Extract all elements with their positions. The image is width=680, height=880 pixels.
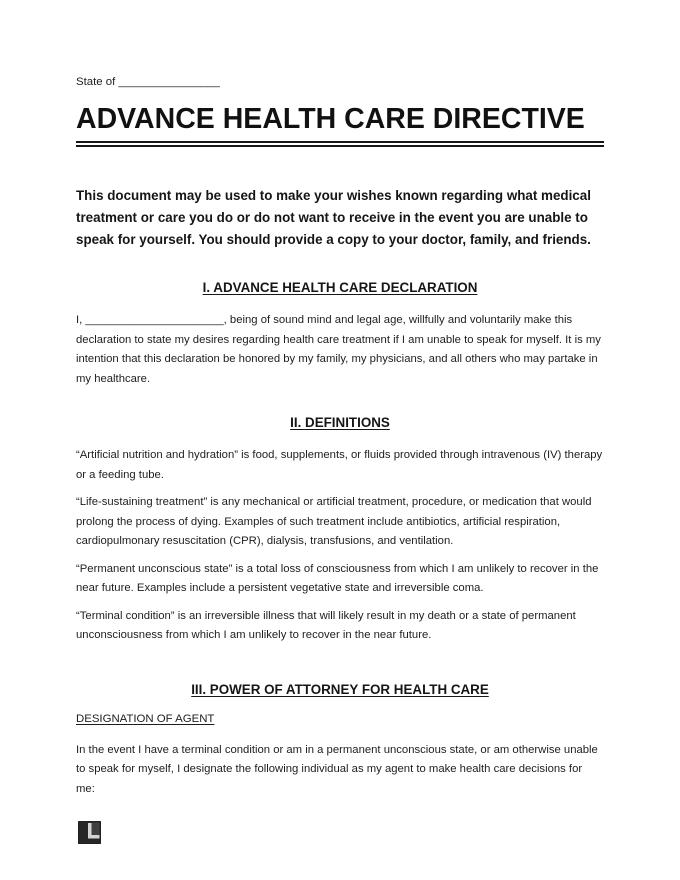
designation-of-agent-subheading: DESIGNATION OF AGENT bbox=[76, 712, 215, 725]
definition-permanent-unconscious-state: “Permanent unconscious state” is a total loss of consciousness from which I am unlikely to recover in the near future. Examples include a persistent vegetative state and irreversible coma. bbox=[76, 562, 599, 594]
section-2-heading: II. DEFINITIONS bbox=[290, 415, 390, 430]
agent-designation-paragraph: In the event I have a terminal condition or am in a permanent unconscious state, or am otherwise unable to speak for myself, I designate the following individual as my agent to make health care decisions for me: bbox=[76, 743, 598, 795]
section-3-heading: III. POWER OF ATTORNEY FOR HEALTH CARE bbox=[191, 681, 489, 697]
legal-templates-logo-icon bbox=[78, 821, 101, 844]
definition-terminal-condition: “Terminal condition” is an irreversible illness that will likely result in my death or a state of permanent unconsciousness from which I am unlikely to recover in the near future. bbox=[76, 609, 576, 641]
intro-paragraph: This document may be used to make your wishes known regarding what medical treatment or care you do or do not want to receive in the event you are unable to speak for yourself. You should provide a copy to your doctor, family, and friends. bbox=[76, 188, 591, 247]
state-of-line: State of ________________ bbox=[76, 76, 220, 88]
definition-life-sustaining-treatment: “Life-sustaining treatment” is any mechanical or artificial treatment, procedure, or medication that would prolong the process of dying. Examples of such treatment include antibiotics, artificial respiration, cardiopulmonary resuscitation (CPR), dialysis, transfusions, and ventilation. bbox=[76, 496, 592, 547]
definition-artificial-nutrition: “Artificial nutrition and hydration” is food, supplements, or fluids provided through intravenous (IV) therapy or a feeding tube. bbox=[76, 449, 603, 481]
title-divider bbox=[76, 141, 604, 147]
declaration-paragraph: I, ______________________, being of sound mind and legal age, willfully and voluntarily make this declaration to state my desires regarding health care treatment if I am unable to speak for myself. It is my intention that this declaration be honored by my family, my physicians, and all others who may partake in my healthcare. bbox=[76, 314, 601, 385]
section-1-heading: I. ADVANCE HEALTH CARE DECLARATION bbox=[202, 280, 478, 295]
document-title: ADVANCE HEALTH CARE DIRECTIVE bbox=[76, 103, 585, 135]
